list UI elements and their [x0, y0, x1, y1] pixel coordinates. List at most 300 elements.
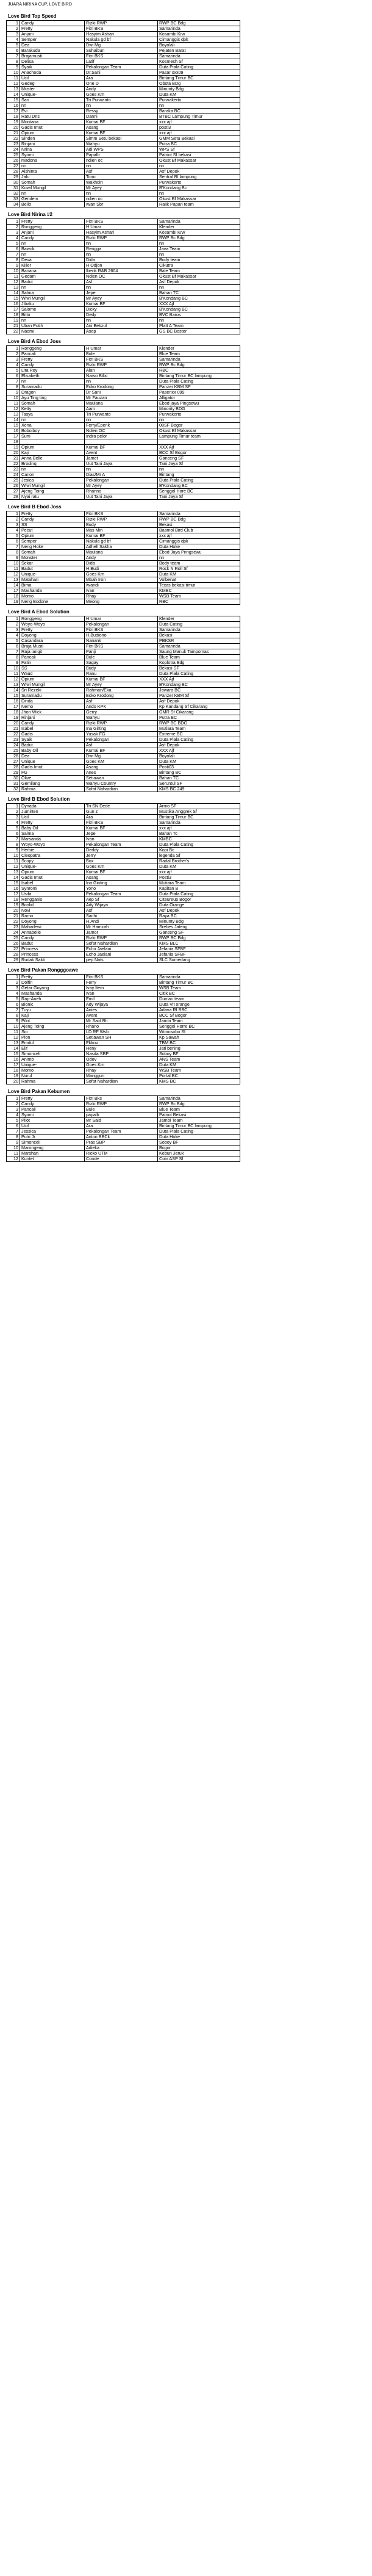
team-cell: Bahan TC	[158, 290, 240, 296]
team-cell: Samarinda	[158, 219, 240, 225]
table-row	[7, 1035, 240, 1041]
team-cell: RWP BC BDG	[158, 721, 240, 726]
owner-cell: Adieka	[85, 1145, 158, 1151]
bird-name-cell: Suramadu	[20, 384, 85, 390]
team-cell: Duta Hoke	[158, 544, 240, 550]
rank-cell: 7	[7, 649, 20, 655]
rank-cell: 3	[7, 815, 20, 820]
rank-cell: 21	[7, 131, 20, 136]
bird-name-cell: Salma	[20, 831, 85, 837]
owner-cell: Sagay	[85, 660, 158, 666]
owner-cell: Goes Km	[85, 572, 158, 577]
rank-cell: 5	[7, 1118, 20, 1124]
table-row	[7, 1013, 240, 1019]
table-row	[7, 76, 240, 81]
table-row	[7, 936, 240, 941]
table-row	[7, 991, 240, 997]
owner-cell: Ady Wijaya	[85, 1002, 158, 1008]
section-title: Love Bird B Ebod Joss	[8, 504, 62, 510]
owner-cell: Ricko UTM	[85, 1151, 158, 1156]
table-row	[7, 577, 240, 583]
table-row	[7, 280, 240, 285]
rank-cell: 3	[7, 522, 20, 528]
table-row	[7, 59, 240, 65]
team-cell: B'Kondang BC	[158, 296, 240, 301]
team-cell: Samarinda	[158, 54, 240, 59]
team-cell: Portal BC	[158, 1073, 240, 1079]
table-row	[7, 357, 240, 363]
team-cell: RWP Bc Bdg	[158, 1102, 240, 1107]
bird-name-cell: Surti	[20, 434, 85, 439]
rank-cell: 15	[7, 423, 20, 428]
table-row	[7, 197, 240, 202]
team-cell: Alligator	[158, 395, 240, 401]
bird-name-cell: Opium	[20, 677, 85, 682]
owner-cell: Mbah Iron	[85, 577, 158, 583]
team-cell: Coin ASP Sf	[158, 1156, 240, 1162]
bird-name-cell: Jhon Wick	[20, 710, 85, 715]
bird-name-cell: Semper	[20, 539, 85, 544]
team-cell: Okust Bf Makassar	[158, 428, 240, 434]
rank-cell: 4	[7, 236, 20, 241]
table-row	[7, 368, 240, 373]
owner-cell: Ara	[85, 1124, 158, 1129]
bird-name-cell: Jesica	[20, 478, 85, 483]
owner-cell: Dedy	[85, 312, 158, 318]
table-row	[7, 81, 240, 87]
rank-cell: 16	[7, 1057, 20, 1063]
owner-cell: Asf	[85, 169, 158, 175]
rank-cell: 6	[7, 373, 20, 379]
bird-name-cell: Neng Hoke	[20, 544, 85, 550]
bird-name-cell: nn	[20, 285, 85, 290]
owner-cell: Mr Fauzan	[85, 395, 158, 401]
table-row	[7, 1145, 240, 1151]
team-cell: Duta Piala Cating	[158, 379, 240, 384]
owner-cell: Goes Km	[85, 92, 158, 98]
table-row	[7, 307, 240, 312]
rank-cell: 19	[7, 599, 20, 605]
table-row	[7, 809, 240, 815]
team-cell: Klender	[158, 616, 240, 622]
rank-cell: 6	[7, 1124, 20, 1129]
owner-cell: Bule	[85, 352, 158, 357]
table-row	[7, 1041, 240, 1046]
table-row	[7, 759, 240, 765]
owner-cell: Nakula gd bf	[85, 37, 158, 43]
bird-name-cell: Simonceli	[20, 1140, 85, 1145]
bird-name-cell: Kaji	[20, 1013, 85, 1019]
owner-cell: Ivay Item	[85, 986, 158, 991]
table-row	[7, 406, 240, 412]
team-cell: Bahan TC	[158, 776, 240, 781]
team-cell: Posti3	[158, 875, 240, 881]
owner-cell: Indra pelor	[85, 434, 158, 439]
bird-name-cell: Emdul	[20, 1041, 85, 1046]
owner-cell: Ady Wijaya	[85, 903, 158, 908]
team-cell: Samarinda	[158, 26, 240, 32]
rank-cell: 27	[7, 759, 20, 765]
owner-cell: Meong	[85, 599, 158, 605]
bird-name-cell: Wiwi Mungil	[20, 296, 85, 301]
table-row	[7, 826, 240, 831]
owner-cell: Ina Ginting	[85, 881, 158, 886]
owner-cell: H.Budiono	[85, 633, 158, 638]
table-row	[7, 32, 240, 37]
owner-cell: Pekalongan Team	[85, 65, 158, 70]
rank-cell: 8	[7, 258, 20, 263]
bird-name-cell: Ratu Dns	[20, 114, 85, 120]
rank-cell: 14	[7, 290, 20, 296]
bird-name-cell: Dinda	[20, 699, 85, 704]
rank-cell: 21	[7, 456, 20, 461]
team-cell: Armo SF	[158, 804, 240, 809]
rank-cell: 5	[7, 997, 20, 1002]
owner-cell: Nasda SBP	[85, 1052, 158, 1057]
owner-cell: Wahyu	[85, 142, 158, 147]
section-title: Love Bird Pakan Rongggoawe	[8, 967, 79, 973]
rank-cell: 8	[7, 655, 20, 660]
table-row	[7, 919, 240, 925]
rank-cell: 5	[7, 43, 20, 48]
rank-cell: 17	[7, 434, 20, 439]
bird-name-cell: Dragon	[20, 390, 85, 395]
team-cell: Patriot Sf bekasi	[158, 153, 240, 158]
rank-cell: 24	[7, 743, 20, 748]
rank-cell: 14	[7, 688, 20, 693]
bird-name-cell: Candy	[20, 721, 85, 726]
rank-cell: 4	[7, 1113, 20, 1118]
bird-name-cell: Anjani	[20, 32, 85, 37]
rank-cell: 12	[7, 81, 20, 87]
bird-name-cell: Pancali	[20, 352, 85, 357]
table-row	[7, 997, 240, 1002]
bird-name-cell: Isabel	[20, 881, 85, 886]
results-table	[6, 1095, 240, 1162]
bird-name-cell: Waud	[20, 671, 85, 677]
bird-name-cell: Candy	[20, 363, 85, 368]
results-sections	[6, 13, 372, 1162]
table-row	[7, 986, 240, 991]
team-cell: KMS BC 249	[158, 787, 240, 792]
table-row	[7, 131, 240, 136]
table-row	[7, 401, 240, 406]
owner-cell: Fitri BKS	[85, 627, 158, 633]
bird-name-cell: madona	[20, 158, 85, 164]
owner-cell: Pekalongan	[85, 737, 158, 743]
team-cell: GS BC Boster	[158, 329, 240, 334]
owner-cell: Rizki RWP	[85, 363, 158, 368]
bird-name-cell: Momo	[20, 594, 85, 599]
rank-cell: 25	[7, 936, 20, 941]
owner-cell: Kumai BF	[85, 677, 158, 682]
team-cell: nn	[158, 417, 240, 423]
table-row	[7, 186, 240, 191]
bird-name-cell: Gemilang	[20, 781, 85, 787]
rank-cell: 3	[7, 627, 20, 633]
bird-name-cell: Salome	[20, 307, 85, 312]
rank-cell: 1	[7, 804, 20, 809]
bird-name-cell: nn	[20, 103, 85, 109]
owner-cell: Emil	[85, 997, 158, 1002]
table-row	[7, 48, 240, 54]
table-row	[7, 54, 240, 59]
bird-name-cell: nn	[20, 467, 85, 472]
owner-cell: Adi WPS	[85, 147, 158, 153]
team-cell: RWP Bc Bdg	[158, 363, 240, 368]
table-row	[7, 252, 240, 258]
owner-cell: Ara	[85, 815, 158, 820]
table-row	[7, 1124, 240, 1129]
owner-cell: Asf	[85, 908, 158, 914]
rank-cell: 12	[7, 1035, 20, 1041]
team-cell: Pasar xxx09	[158, 70, 240, 76]
section	[6, 609, 372, 792]
owner-cell: Wakhdin	[85, 180, 158, 186]
rank-cell: 16	[7, 301, 20, 307]
team-cell: KMBC	[158, 588, 240, 594]
rank-cell: 9	[7, 848, 20, 853]
rank-cell: 20	[7, 721, 20, 726]
owner-cell: Ina Girting	[85, 726, 158, 732]
bird-name-cell: Deva	[20, 258, 85, 263]
bird-name-cell: Xena	[20, 423, 85, 428]
rank-cell: 18	[7, 312, 20, 318]
table-row	[7, 247, 240, 252]
team-cell: Blue Team	[158, 655, 240, 660]
bird-name-cell: Badut	[20, 941, 85, 947]
bird-name-cell: Pancali	[20, 655, 85, 660]
bird-name-cell: Mashanda	[20, 588, 85, 594]
bird-name-cell: Uban Putih	[20, 323, 85, 329]
team-cell: 08SF Bogor	[158, 423, 240, 428]
owner-cell: Latif	[85, 59, 158, 65]
table-row	[7, 715, 240, 721]
table-row	[7, 748, 240, 754]
owner-cell: nn	[85, 103, 158, 109]
team-cell: Citeureup Bogor	[158, 897, 240, 903]
owner-cell: Ndien OC	[85, 274, 158, 280]
table-row	[7, 914, 240, 919]
bird-name-cell: Pilot	[20, 1019, 85, 1024]
rank-cell: 24	[7, 930, 20, 936]
bird-name-cell: Synromi	[20, 886, 85, 892]
bird-name-cell: Opium	[20, 870, 85, 875]
rank-cell: 3	[7, 32, 20, 37]
owner-cell: Rengga	[85, 247, 158, 252]
bird-name-cell: Brajamusti	[20, 54, 85, 59]
owner-cell: Narso Btbc	[85, 373, 158, 379]
table-row	[7, 699, 240, 704]
rank-cell: 8	[7, 384, 20, 390]
bird-name-cell: Lita Roy	[20, 368, 85, 373]
rank-cell: 6	[7, 539, 20, 544]
table-row	[7, 980, 240, 986]
table-row	[7, 191, 240, 197]
table-row	[7, 439, 240, 445]
owner-cell: Pekalongan Team	[85, 892, 158, 897]
table-row	[7, 627, 240, 633]
bird-name-cell: Olive	[20, 776, 85, 781]
table-row	[7, 37, 240, 43]
rank-cell: 11	[7, 566, 20, 572]
owner-cell: Sachi	[85, 914, 158, 919]
table-row	[7, 363, 240, 368]
bird-name-cell: Anachoda	[20, 70, 85, 76]
results-table	[6, 345, 240, 500]
rank-cell: 34	[7, 202, 20, 207]
rank-cell: 30	[7, 180, 20, 186]
rank-cell: 1	[7, 616, 20, 622]
owner-cell: Anton BBCk	[85, 1135, 158, 1140]
owner-cell: Rahman/Eka	[85, 688, 158, 693]
table-row	[7, 781, 240, 787]
bird-name-cell: Jumirten	[20, 809, 85, 815]
owner-cell: Mr Hamzah	[85, 925, 158, 930]
bird-name-cell: Ketty	[20, 406, 85, 412]
team-cell: Okust Bf Makassar	[158, 197, 240, 202]
team-cell: B'Kondang Bc	[158, 186, 240, 191]
table-row	[7, 1135, 240, 1140]
owner-cell: Jerry	[85, 853, 158, 859]
table-row	[7, 660, 240, 666]
bird-name-cell: Banana	[20, 269, 85, 274]
table-row	[7, 312, 240, 318]
owner-cell: Suhaibun	[85, 48, 158, 54]
table-row	[7, 511, 240, 517]
team-cell: Seruntul SF	[158, 781, 240, 787]
table-row	[7, 290, 240, 296]
team-cell: Duta Piala Cating	[158, 737, 240, 743]
rank-cell: 3	[7, 1107, 20, 1113]
owner-cell: Ferry	[85, 980, 158, 986]
owner-cell: Bule	[85, 655, 158, 660]
section	[6, 339, 372, 500]
table-row	[7, 373, 240, 379]
bird-name-cell: Syomi	[20, 1113, 85, 1118]
bird-name-cell: Ucil	[20, 76, 85, 81]
owner-cell: Echo Jaelani	[85, 952, 158, 958]
bird-name-cell: Somah	[20, 550, 85, 555]
rank-cell: 14	[7, 583, 20, 588]
table-row	[7, 1052, 240, 1057]
section	[6, 13, 372, 207]
bird-name-cell: Fretty	[20, 357, 85, 363]
bird-name-cell: Naomi	[20, 329, 85, 334]
table-row	[7, 269, 240, 274]
team-cell: Cikutra	[158, 263, 240, 269]
team-cell: Jambi Team	[158, 1118, 240, 1124]
bird-name-cell: Unique	[20, 759, 85, 765]
rank-cell: 18	[7, 897, 20, 903]
table-row	[7, 384, 240, 390]
table-row	[7, 153, 240, 158]
team-cell: Citik BC	[158, 991, 240, 997]
bird-name-cell: Nurul	[20, 1073, 85, 1079]
table-row	[7, 236, 240, 241]
owner-cell: Uut Tani Jaya	[85, 494, 158, 500]
team-cell: Bintang Timur BC lampung	[158, 1124, 240, 1129]
results-table	[6, 218, 240, 334]
section	[6, 796, 372, 963]
table-row	[7, 561, 240, 566]
bird-name-cell: Rengganis	[20, 897, 85, 903]
rank-cell: 10	[7, 395, 20, 401]
table-row	[7, 903, 240, 908]
bird-name-cell: Opium	[20, 533, 85, 539]
bird-name-cell: Badut	[20, 743, 85, 748]
rank-cell: 24	[7, 472, 20, 478]
table-row	[7, 285, 240, 290]
rank-cell: 12	[7, 1156, 20, 1162]
bird-name-cell: nn	[20, 379, 85, 384]
team-cell: Kopi Bc	[158, 848, 240, 853]
owner-cell: Dida	[85, 561, 158, 566]
owner-cell: Jepe	[85, 831, 158, 837]
owner-cell: Pekalongan	[85, 478, 158, 483]
rank-cell: 20	[7, 908, 20, 914]
team-cell: Okust Bf Makassar	[158, 274, 240, 280]
team-cell: Panzer KBM Sf	[158, 693, 240, 699]
owner-cell: Rizki RWP	[85, 1102, 158, 1107]
rank-cell: 9	[7, 65, 20, 70]
rank-cell: 18	[7, 439, 20, 445]
rank-cell: 8	[7, 1013, 20, 1019]
bird-name-cell: Neng Bodone	[20, 599, 85, 605]
team-cell: Kp Kandang Sf Cikarang	[158, 704, 240, 710]
bird-name-cell: Fretty	[20, 820, 85, 826]
owner-cell: pep Nats	[85, 958, 158, 963]
owner-cell: Iwan Sbr	[85, 202, 158, 207]
team-cell: nn	[158, 103, 240, 109]
bird-name-cell: Tasya	[20, 412, 85, 417]
team-cell: Mutiara Team	[158, 881, 240, 886]
rank-cell: 13	[7, 87, 20, 92]
owner-cell: LD RF Wsb	[85, 1030, 158, 1035]
bird-name-cell: Fretty	[20, 975, 85, 980]
owner-cell: Mr Said Bh	[85, 1019, 158, 1024]
bird-name-cell: nn	[20, 164, 85, 169]
rank-cell: 28	[7, 169, 20, 175]
owner-cell: Pekalongan	[85, 622, 158, 627]
table-row	[7, 1063, 240, 1068]
owner-cell: One D	[85, 81, 158, 87]
table-row	[7, 831, 240, 837]
team-cell: Bekasi	[158, 633, 240, 638]
table-row	[7, 622, 240, 627]
table-row	[7, 296, 240, 301]
bird-name-cell: Unique-	[20, 1063, 85, 1068]
table-row	[7, 1008, 240, 1013]
table-row	[7, 1107, 240, 1113]
rank-cell: 3	[7, 357, 20, 363]
team-cell: Okust Bf Makassar	[158, 158, 240, 164]
rank-cell: 6	[7, 1002, 20, 1008]
table-row	[7, 820, 240, 826]
owner-cell: Box	[85, 859, 158, 864]
owner-cell: Goes Km	[85, 864, 158, 870]
team-cell: Asf Depok	[158, 280, 240, 285]
document-page	[0, 0, 372, 1162]
team-cell: Minority BDG	[158, 406, 240, 412]
table-row	[7, 175, 240, 180]
table-row	[7, 859, 240, 864]
team-cell: Duta KM	[158, 864, 240, 870]
bird-name-cell	[20, 439, 85, 445]
bird-name-cell: Bima	[20, 583, 85, 588]
team-cell: Bahan Tc	[158, 831, 240, 837]
rank-cell: 6	[7, 48, 20, 54]
